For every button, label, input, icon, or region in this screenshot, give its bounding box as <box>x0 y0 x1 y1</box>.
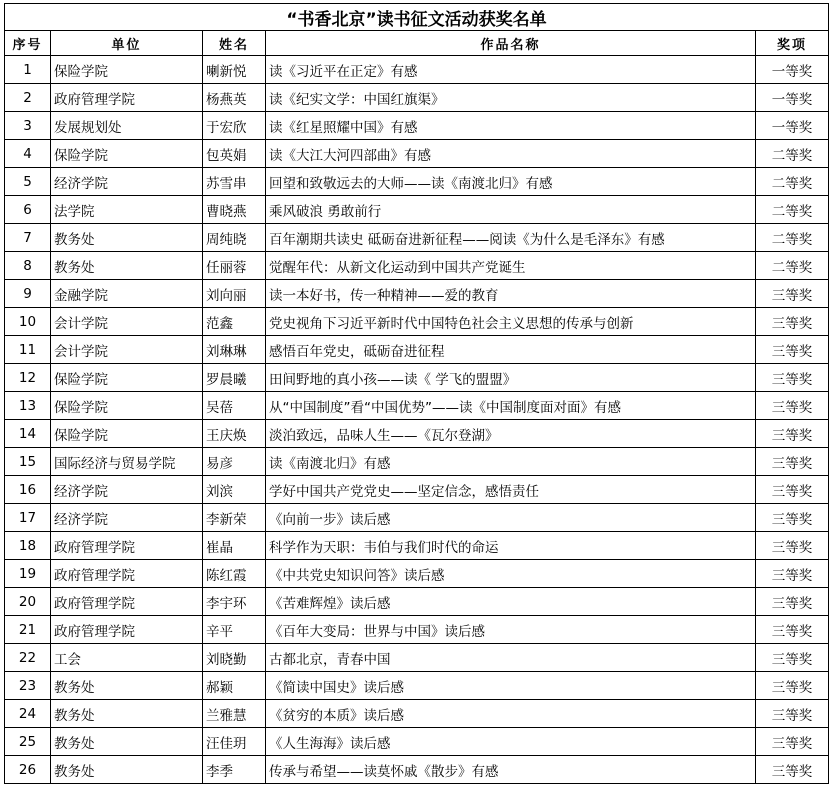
award-cell: 三等奖 <box>756 504 829 532</box>
table-row <box>5 588 829 616</box>
work-title-cell: 乘风破浪 勇敢前行 <box>266 196 756 224</box>
table-row <box>5 168 829 196</box>
name-cell: 刘琳琳 <box>203 336 266 364</box>
unit-cell: 保险学院 <box>51 392 203 420</box>
name-cell: 任丽蓉 <box>203 252 266 280</box>
row-number: 2 <box>5 84 51 112</box>
award-cell: 一等奖 <box>756 112 829 140</box>
award-cell: 三等奖 <box>756 420 829 448</box>
work-title-cell: 觉醒年代：从新文化运动到中国共产党诞生 <box>266 252 756 280</box>
name-cell: 曹晓燕 <box>203 196 266 224</box>
work-title-cell: 从“中国制度”看“中国优势”——读《中国制度面对面》有感 <box>266 392 756 420</box>
table-row <box>5 700 829 728</box>
row-number: 23 <box>5 672 51 700</box>
row-number: 12 <box>5 364 51 392</box>
work-title-cell: 读一本好书，传一种精神——爱的教育 <box>266 280 756 308</box>
unit-cell: 保险学院 <box>51 364 203 392</box>
row-number: 16 <box>5 476 51 504</box>
award-cell: 三等奖 <box>756 336 829 364</box>
work-title-cell: 《中共党史知识问答》读后感 <box>266 560 756 588</box>
row-number: 7 <box>5 224 51 252</box>
header-unit: 单位 <box>51 31 203 56</box>
work-title-cell: 古都北京，青春中国 <box>266 644 756 672</box>
table-body <box>5 56 829 784</box>
table-row <box>5 756 829 784</box>
award-cell: 三等奖 <box>756 392 829 420</box>
award-cell: 三等奖 <box>756 308 829 336</box>
table-row <box>5 532 829 560</box>
row-number: 15 <box>5 448 51 476</box>
row-number: 4 <box>5 140 51 168</box>
work-title-cell: 《向前一步》读后感 <box>266 504 756 532</box>
unit-cell: 教务处 <box>51 252 203 280</box>
name-cell: 崔晶 <box>203 532 266 560</box>
unit-cell: 金融学院 <box>51 280 203 308</box>
unit-cell: 保险学院 <box>51 140 203 168</box>
unit-cell: 政府管理学院 <box>51 84 203 112</box>
award-cell: 一等奖 <box>756 84 829 112</box>
name-cell: 苏雪串 <box>203 168 266 196</box>
table-row <box>5 308 829 336</box>
award-cell: 二等奖 <box>756 168 829 196</box>
name-cell: 李新荣 <box>203 504 266 532</box>
table-row <box>5 420 829 448</box>
table-row <box>5 224 829 252</box>
table-row <box>5 280 829 308</box>
unit-cell: 保险学院 <box>51 56 203 84</box>
row-number: 13 <box>5 392 51 420</box>
row-number: 21 <box>5 616 51 644</box>
row-number: 9 <box>5 280 51 308</box>
work-title-cell: 回望和致敬远去的大师——读《南渡北归》有感 <box>266 168 756 196</box>
work-title-cell: 读《纪实文学：中国红旗渠》 <box>266 84 756 112</box>
name-cell: 于宏欣 <box>203 112 266 140</box>
name-cell: 汪佳玥 <box>203 728 266 756</box>
header-no: 序号 <box>5 31 51 56</box>
table-row <box>5 728 829 756</box>
name-cell: 易彦 <box>203 448 266 476</box>
row-number: 11 <box>5 336 51 364</box>
award-table <box>4 3 829 784</box>
work-title-cell: 党史视角下习近平新时代中国特色社会主义思想的传承与创新 <box>266 308 756 336</box>
name-cell: 刘向丽 <box>203 280 266 308</box>
unit-cell: 发展规划处 <box>51 112 203 140</box>
name-cell: 李宇环 <box>203 588 266 616</box>
row-number: 17 <box>5 504 51 532</box>
name-cell: 罗晨曦 <box>203 364 266 392</box>
header-award: 奖项 <box>756 31 829 56</box>
table-row <box>5 252 829 280</box>
name-cell: 郝颖 <box>203 672 266 700</box>
row-number: 10 <box>5 308 51 336</box>
unit-cell: 法学院 <box>51 196 203 224</box>
table-title: “书香北京”读书征文活动获奖名单 <box>5 4 829 31</box>
row-number: 6 <box>5 196 51 224</box>
name-cell: 兰雅慧 <box>203 700 266 728</box>
award-cell: 三等奖 <box>756 476 829 504</box>
unit-cell: 教务处 <box>51 728 203 756</box>
work-title-cell: 传承与希望——读莫怀戚《散步》有感 <box>266 756 756 784</box>
unit-cell: 政府管理学院 <box>51 616 203 644</box>
work-title-cell: 科学作为天职：韦伯与我们时代的命运 <box>266 532 756 560</box>
header-row <box>5 31 829 56</box>
table-row <box>5 364 829 392</box>
award-cell: 二等奖 <box>756 224 829 252</box>
table-row <box>5 504 829 532</box>
unit-cell: 教务处 <box>51 756 203 784</box>
row-number: 19 <box>5 560 51 588</box>
name-cell: 刘滨 <box>203 476 266 504</box>
award-cell: 二等奖 <box>756 140 829 168</box>
table-row <box>5 84 829 112</box>
table-row <box>5 112 829 140</box>
award-list-sheet <box>4 3 828 784</box>
unit-cell: 政府管理学院 <box>51 532 203 560</box>
work-title-cell: 《贫穷的本质》读后感 <box>266 700 756 728</box>
work-title-cell: 《百年大变局：世界与中国》读后感 <box>266 616 756 644</box>
work-title-cell: 淡泊致远，品味人生——《瓦尔登湖》 <box>266 420 756 448</box>
name-cell: 王庆焕 <box>203 420 266 448</box>
work-title-cell: 感悟百年党史，砥砺奋进征程 <box>266 336 756 364</box>
row-number: 18 <box>5 532 51 560</box>
award-cell: 一等奖 <box>756 56 829 84</box>
name-cell: 周纯晓 <box>203 224 266 252</box>
header-work: 作品名称 <box>266 31 756 56</box>
award-cell: 三等奖 <box>756 364 829 392</box>
name-cell: 辛平 <box>203 616 266 644</box>
table-row <box>5 336 829 364</box>
work-title-cell: 《简读中国史》读后感 <box>266 672 756 700</box>
unit-cell: 经济学院 <box>51 504 203 532</box>
table-row <box>5 476 829 504</box>
name-cell: 李季 <box>203 756 266 784</box>
row-number: 22 <box>5 644 51 672</box>
name-cell: 包英娟 <box>203 140 266 168</box>
table-row <box>5 616 829 644</box>
header-name: 姓名 <box>203 31 266 56</box>
award-cell: 三等奖 <box>756 280 829 308</box>
award-cell: 二等奖 <box>756 252 829 280</box>
award-cell: 三等奖 <box>756 616 829 644</box>
name-cell: 吴蓓 <box>203 392 266 420</box>
award-cell: 三等奖 <box>756 532 829 560</box>
unit-cell: 政府管理学院 <box>51 560 203 588</box>
table-row <box>5 196 829 224</box>
name-cell: 刘晓勤 <box>203 644 266 672</box>
work-title-cell: 读《红星照耀中国》有感 <box>266 112 756 140</box>
table-row <box>5 392 829 420</box>
award-cell: 三等奖 <box>756 644 829 672</box>
unit-cell: 国际经济与贸易学院 <box>51 448 203 476</box>
table-row <box>5 140 829 168</box>
work-title-cell: 百年潮期共读史 砥砺奋进新征程——阅读《为什么是毛泽东》有感 <box>266 224 756 252</box>
award-cell: 三等奖 <box>756 756 829 784</box>
row-number: 24 <box>5 700 51 728</box>
name-cell: 杨燕英 <box>203 84 266 112</box>
work-title-cell: 田间野地的真小孩——读《 学飞的盟盟》 <box>266 364 756 392</box>
row-number: 3 <box>5 112 51 140</box>
award-cell: 三等奖 <box>756 728 829 756</box>
row-number: 8 <box>5 252 51 280</box>
unit-cell: 保险学院 <box>51 420 203 448</box>
row-number: 20 <box>5 588 51 616</box>
name-cell: 陈红霞 <box>203 560 266 588</box>
work-title-cell: 《苦难辉煌》读后感 <box>266 588 756 616</box>
table-row <box>5 672 829 700</box>
table-row <box>5 448 829 476</box>
row-number: 25 <box>5 728 51 756</box>
award-cell: 三等奖 <box>756 448 829 476</box>
unit-cell: 教务处 <box>51 224 203 252</box>
award-cell: 三等奖 <box>756 588 829 616</box>
unit-cell: 教务处 <box>51 700 203 728</box>
row-number: 1 <box>5 56 51 84</box>
unit-cell: 会计学院 <box>51 336 203 364</box>
award-cell: 三等奖 <box>756 560 829 588</box>
work-title-cell: 读《南渡北归》有感 <box>266 448 756 476</box>
row-number: 14 <box>5 420 51 448</box>
name-cell: 范鑫 <box>203 308 266 336</box>
table-row <box>5 644 829 672</box>
award-cell: 三等奖 <box>756 672 829 700</box>
work-title-cell: 学好中国共产党党史——坚定信念，感悟责任 <box>266 476 756 504</box>
unit-cell: 教务处 <box>51 672 203 700</box>
work-title-cell: 读《习近平在正定》有感 <box>266 56 756 84</box>
award-cell: 二等奖 <box>756 196 829 224</box>
row-number: 26 <box>5 756 51 784</box>
row-number: 5 <box>5 168 51 196</box>
work-title-cell: 《人生海海》读后感 <box>266 728 756 756</box>
table-row <box>5 560 829 588</box>
unit-cell: 工会 <box>51 644 203 672</box>
unit-cell: 经济学院 <box>51 476 203 504</box>
table-row <box>5 56 829 84</box>
award-cell: 三等奖 <box>756 700 829 728</box>
unit-cell: 经济学院 <box>51 168 203 196</box>
unit-cell: 会计学院 <box>51 308 203 336</box>
unit-cell: 政府管理学院 <box>51 588 203 616</box>
name-cell: 喇新悦 <box>203 56 266 84</box>
work-title-cell: 读《大江大河四部曲》有感 <box>266 140 756 168</box>
